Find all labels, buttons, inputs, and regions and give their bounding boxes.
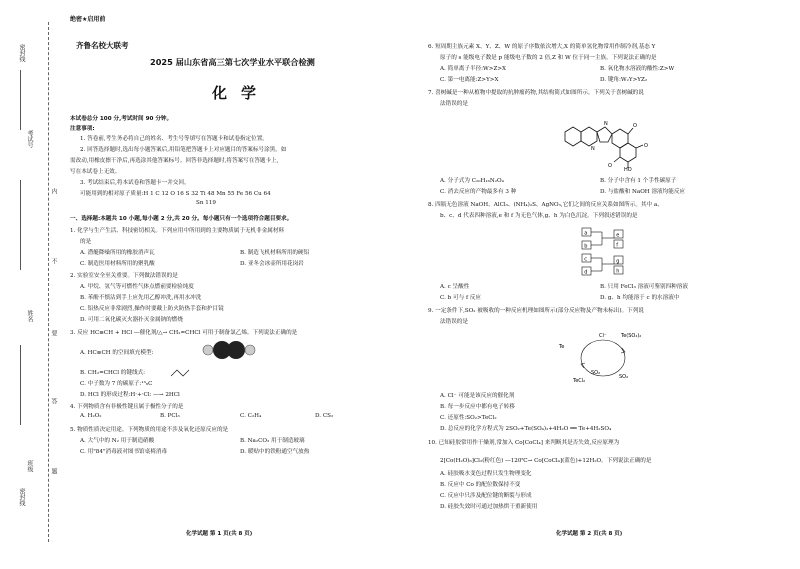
option-a: A. 大气中的 N₂ 用于制造硝酸	[80, 438, 155, 444]
note-line: Sn 119	[196, 200, 216, 206]
question-stem: 7. 喜树碱是一种从植物中提取的抗肿瘤药物,其结构简式如图所示。下列关于喜树碱的说	[428, 90, 644, 96]
label-so2-b: SO₂	[619, 374, 629, 380]
question-stem: b、c、d 代表四种溶液,e 和 f 为无色气体,g、h 为白色沉淀。下列叙述错误的是	[440, 213, 638, 219]
underline	[20, 345, 21, 425]
underline	[20, 70, 21, 130]
so2-mechanism-diagram	[555, 328, 655, 386]
box-label-e: e	[616, 232, 620, 239]
label-tecl2: TeCl₂	[573, 378, 586, 384]
footer-right: 化学试题 第 2 页(共 8 页)	[556, 531, 623, 537]
question-stem: 9. 一定条件下,SO₂ 被吸收的一种反应机理如图所示(部分反应物及产物未标出)。下列说	[428, 308, 644, 314]
option-d: D. 总反应的化学方程式为 2SO₂+Te(SO₄)₂+4H₂O ══ Te+4H₂SO₄	[440, 426, 612, 432]
option-a: A. 潜艇降噪所用的橡胶消声瓦	[80, 250, 155, 256]
question-stem: 5. 物质性质决定用途。下列物质的用途不涉及氧化还原反应的是	[70, 427, 229, 433]
box-label-f: f	[616, 242, 619, 249]
option-b: B. CH₂=CHCl 的键线式:	[80, 370, 146, 376]
question-stem: 法错误的是	[440, 101, 468, 107]
option-b: B. 只用 FeCl₃ 溶液可鉴别四种溶液	[600, 284, 688, 290]
question-stem: 8. 四瓶无色溶液 NaOH、AlCl₃、(NH₄)₂S、AgNO₃,它们之间的反应关系如图所示。其中 a、	[428, 202, 663, 208]
question-stem: 6. 短周期主族元素 X、Y、Z、W 的原子序数依次增大,X 的简单氢化物常用作制冷剂,基态 Y	[428, 44, 656, 50]
class-label: 班级	[26, 460, 33, 472]
option-b: B. 分子中含有 1 个手性碳原子	[600, 178, 677, 184]
seal-char-4: 答	[50, 398, 57, 404]
svg-text:N: N	[604, 121, 608, 127]
question-stem: 的是	[80, 239, 92, 245]
box-label-h: h	[616, 268, 620, 275]
name-label: 姓名	[26, 310, 33, 322]
note-line: 2. 回答选择题时,选出每小题答案后,用铅笔把答题卡上对应题目的答案标号涂黑。如	[80, 147, 287, 153]
svg-text:HO: HO	[624, 167, 632, 172]
reaction-relation-diagram	[580, 226, 636, 278]
option-c: C. 还原性:SO₂>TeCl₂	[440, 415, 497, 421]
seal-char-3: 要	[50, 330, 57, 336]
secret-mark: 绝密★启用前	[70, 16, 106, 23]
label-te: Te	[559, 344, 565, 350]
note-line: 3. 考试结束后,将本试卷和答题卡一并交回。	[80, 180, 190, 186]
option-a: A. Cl⁻ 可能是该反应的催化剂	[440, 393, 515, 399]
exam-number-label: 考试号	[26, 130, 33, 148]
camptothecin-structure-icon	[555, 110, 655, 172]
option-c: C. 制造医用材料所用的聚乳酸	[80, 261, 155, 267]
exam-title: 2025 届山东省高三第七次学业水平联合检测	[150, 57, 315, 67]
option-a: A. H₂O₂	[80, 413, 102, 419]
question-stem: 2. 实验室安全至关重要。下列做法错误的是	[70, 273, 178, 279]
footer-left: 化学试题 第 1 页(共 8 页)	[186, 531, 253, 537]
option-d: D. 暖贴中的铁粉通空气放热	[240, 449, 310, 455]
score-line: 本试卷总分 100 分,考试时间 90 分钟。	[70, 116, 173, 122]
option-d: D. 键角:W₂Y>YZ₂	[600, 77, 648, 83]
question-stem: 3. 反应 HC≡CH + HCl ―催化剂/△→ CH₂=CHCl 可用于制备氯乙烯。下列说法正确的是	[70, 330, 298, 336]
note-line: 需改动,用橡皮擦干净后,再选涂其他答案标号。回答非选择题时,将答案写在答题卡上,	[70, 158, 279, 164]
seal-label-top: 密封线	[18, 44, 25, 62]
subject-title: 化学	[212, 84, 271, 102]
option-c: C. C₂H₄	[240, 413, 262, 419]
label-so2-a: SO₂	[591, 370, 601, 376]
option-b: B. 氧化物水溶液的酸性:Z>W	[600, 66, 675, 72]
option-c: C. 第一电离能:Z>Y>X	[440, 77, 499, 83]
option-b: B. 每一步反应中都有电子转移	[440, 404, 515, 410]
option-d: D. 可用二氧化碳灭火器扑灭金属钠的燃烧	[80, 317, 183, 323]
seal-label-bottom: 密封线	[18, 488, 25, 506]
svg-text:O: O	[644, 143, 648, 149]
union-name: 齐鲁名校大联考	[76, 41, 129, 50]
label-cl: Cl⁻	[599, 333, 607, 339]
option-b: B. 制造飞机材料所用的硬铝	[240, 250, 310, 256]
note-line: 1. 答卷前,考生务必将自己的姓名、考生号等填写在答题卡和试卷指定位置。	[80, 136, 268, 142]
option-a: A. 甲烷、氢气等可燃性气体点燃前要检验纯度	[80, 284, 194, 290]
option-d: D. HCl 的形成过程:H·+·Cl: ―→ 2HCl	[80, 392, 180, 398]
seal-line	[48, 22, 49, 542]
seal-char-2: 不	[50, 258, 57, 264]
note-line: 写在本试卷上无效。	[70, 169, 121, 175]
svg-text:O: O	[608, 163, 612, 169]
seal-char-1: 内	[50, 188, 57, 194]
option-c: C. 消去反应的产物最多有 3 种	[440, 189, 517, 195]
box-label-b: b	[584, 243, 588, 250]
option-a: A. 简单离子半径:W>Z>X	[440, 66, 507, 72]
label-teso4: Te(SO₄)₂	[621, 333, 642, 339]
option-c: C. b 可与 f 反应	[440, 295, 481, 301]
notes-title: 注意事项:	[70, 126, 95, 132]
box-label-d: d	[584, 269, 588, 276]
question-stem: 2[Co(H₂O)₆]Cl₂(粉红色) ―120℃→ Co[CoCl₄](蓝色)+12H₂O。下列说法正确的是	[440, 458, 652, 464]
underline	[20, 180, 21, 270]
option-a: A. 硅胶吸水变色过程只发生物理变化	[440, 471, 532, 477]
svg-text:N: N	[591, 146, 595, 152]
question-stem: 1. 化学与生产生活、科技密切相关。下列应用中所用到的主要物质属于无机非金属材料	[70, 228, 285, 234]
question-stem: 法错误的是	[440, 319, 468, 325]
binding-strip	[0, 0, 58, 569]
option-c: C. 铝热反应非常剧烈,操作时要戴上防火防热手套和护目镜	[80, 306, 224, 312]
option-a: A. HC≡CH 的空间填充模型:	[80, 350, 154, 356]
option-c: C. 用"84"消毒液对图书馆桌椅消毒	[80, 449, 168, 455]
skeletal-formula-icon	[170, 368, 190, 378]
option-b: B. 反应中 Co 的配位数保持不变	[440, 482, 521, 488]
option-c: C. 反应中只涉及配位键的断裂与形成	[440, 493, 532, 499]
seal-char-5: 题	[50, 468, 57, 474]
svg-text:O: O	[633, 123, 637, 129]
option-d: D. 亚冬会冰壶所用花岗岩	[240, 261, 304, 267]
option-d: D. 硅胶失效时可通过加热烘干重新使用	[440, 504, 538, 510]
option-a: A. c 呈酸性	[440, 284, 470, 290]
question-stem: 原子的 s 能级电子数是 p 能级电子数的 2 倍,Z 和 W 位于同一主族。下列说法正确的是	[440, 55, 657, 61]
option-d: D. CS₂	[315, 413, 334, 419]
option-b: B. PCl₃	[160, 413, 180, 419]
acetylene-model-icon	[198, 340, 260, 360]
note-line: 可能用到的相对原子质量:H 1 C 12 O 16 S 32 Ti 48 Mn 55 Fe 56 Cu 64	[80, 191, 271, 197]
box-label-a: a	[584, 230, 588, 237]
option-b: B. 苯酚不慎沾到手上应先用乙醇冲洗,再用水冲洗	[80, 295, 202, 301]
box-label-c: c	[584, 256, 588, 263]
option-a: A. 分子式为 C₂₀H₁₆N₂O₄	[440, 178, 504, 184]
option-b: B. Na₂CO₃ 用于制造玻璃	[240, 438, 305, 444]
box-label-g: g	[616, 258, 620, 265]
question-stem: 4. 下列物质含有非极性键且属于极性分子的是	[70, 404, 184, 410]
option-d: D. 与盐酸和 NaOH 溶液均能反应	[600, 189, 686, 195]
section-heading: 一、选择题:本题共 10 小题,每小题 2 分,共 20 分。每小题只有一个选项符合题目要求。	[70, 216, 293, 222]
option-c: C. 中子数为 7 的碳原子:¹³₆C	[80, 381, 153, 387]
question-stem: 10. 已知硅胶常用作干燥剂,常加入 Co[CoCl₄] 来判断其是否失效,反应原理为	[428, 440, 620, 446]
option-d: D. g、h 均能溶于 c 的水溶液中	[600, 295, 680, 301]
